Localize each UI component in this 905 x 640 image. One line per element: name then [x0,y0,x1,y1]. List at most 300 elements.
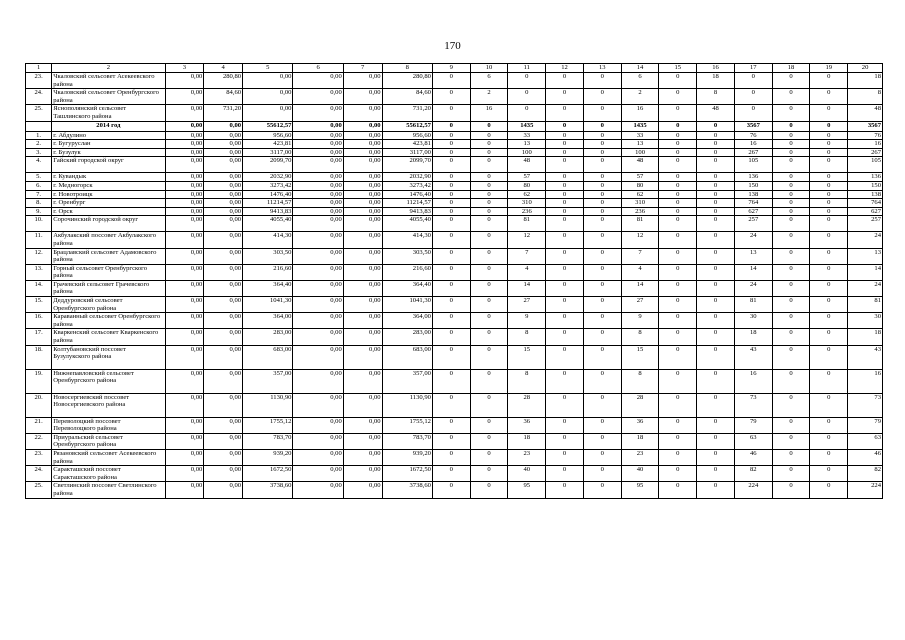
value-cell: 138 [848,190,883,199]
value-cell: 1755,12 [382,417,432,433]
value-cell: 0 [697,417,735,433]
value-cell: 0 [772,280,810,296]
row-number: 21. [26,417,52,433]
value-cell: 0 [470,313,508,329]
value-cell: 4 [508,264,546,280]
value-cell: 1476,40 [243,190,293,199]
value-cell: 0,00 [204,345,243,369]
value-cell: 0 [697,393,735,417]
value-cell: 0,00 [293,466,343,482]
value-cell: 0,00 [204,207,243,216]
value-cell: 0,00 [204,369,243,393]
value-cell: 0,00 [165,369,204,393]
data-table [25,63,883,499]
value-cell: 18 [508,433,546,449]
row-name: Караванный сельсовет Оренбургского района [52,313,165,329]
value-cell: 0 [697,297,735,313]
value-cell: 0 [432,417,470,433]
value-cell: 0 [659,157,697,173]
value-cell: 27 [621,297,659,313]
value-cell: 4055,40 [382,216,432,232]
value-cell: 2 [470,89,508,105]
value-cell: 24 [734,280,772,296]
value-cell: 0,00 [343,248,382,264]
value-cell: 0,00 [343,466,382,482]
value-cell: 0 [583,264,621,280]
value-cell: 14 [734,264,772,280]
value-cell: 0,00 [343,450,382,466]
value-cell: 0 [810,232,848,248]
value-cell: 0,00 [165,199,204,208]
value-cell: 956,60 [382,131,432,140]
value-cell: 0 [432,148,470,157]
value-cell: 0,00 [165,173,204,182]
value-cell: 1476,40 [382,190,432,199]
value-cell: 0 [583,393,621,417]
value-cell: 0 [772,157,810,173]
value-cell: 0,00 [165,216,204,232]
value-cell: 0 [772,466,810,482]
value-cell: 0 [659,345,697,369]
value-cell: 0 [432,173,470,182]
value-cell: 0,00 [165,329,204,345]
row-name: Деддуровский сельсовет Оренбургского района [52,297,165,313]
value-cell: 0,00 [204,121,243,131]
value-cell: 267 [848,148,883,157]
value-cell: 0 [659,297,697,313]
value-cell: 0,00 [165,89,204,105]
value-cell: 0 [810,73,848,89]
value-cell: 2032,90 [243,173,293,182]
value-cell: 0 [697,248,735,264]
row-name: Колтубановский поссовет Бузулукского района [52,345,165,369]
value-cell: 0 [772,345,810,369]
value-cell: 43 [848,345,883,369]
value-cell: 150 [734,181,772,190]
value-cell: 0 [772,482,810,498]
value-cell: 0 [659,140,697,149]
value-cell: 0,00 [343,148,382,157]
value-cell: 0 [772,121,810,131]
column-number: 20 [848,64,883,73]
value-cell: 0 [470,345,508,369]
value-cell: 0,00 [343,140,382,149]
value-cell: 0 [697,232,735,248]
value-cell: 0,00 [165,433,204,449]
value-cell: 0 [772,73,810,89]
value-cell: 0,00 [293,140,343,149]
value-cell: 0,00 [243,89,293,105]
value-cell: 0,00 [343,280,382,296]
value-cell: 3567 [848,121,883,131]
column-number: 12 [546,64,584,73]
value-cell: 0 [659,190,697,199]
value-cell: 14 [508,280,546,296]
value-cell: 0,00 [204,148,243,157]
row-number: 8. [26,199,52,208]
value-cell: 0 [772,140,810,149]
value-cell: 0 [583,297,621,313]
value-cell: 0 [810,369,848,393]
row-name: г. Орск [52,207,165,216]
value-cell: 0 [546,417,584,433]
value-cell: 0 [772,297,810,313]
table-row [26,329,883,345]
row-number: 16. [26,313,52,329]
column-number: 14 [621,64,659,73]
value-cell: 43 [734,345,772,369]
value-cell: 357,00 [243,369,293,393]
value-cell: 0,00 [343,181,382,190]
value-cell: 0,00 [343,345,382,369]
table-row [26,216,883,232]
value-cell: 0 [432,199,470,208]
value-cell: 0 [659,105,697,121]
value-cell: 0 [432,393,470,417]
column-number: 4 [204,64,243,73]
value-cell: 0 [772,190,810,199]
value-cell: 0 [470,181,508,190]
row-name: г. Бугуруслан [52,140,165,149]
value-cell: 0,00 [165,140,204,149]
row-name: Грачевский сельсовет Грачевского района [52,280,165,296]
value-cell: 0 [546,216,584,232]
row-number: 11. [26,232,52,248]
value-cell: 0 [659,232,697,248]
value-cell: 0,00 [343,173,382,182]
row-name: Приуральский сельсовет Оренбургского района [52,433,165,449]
value-cell: 0,00 [204,140,243,149]
value-cell: 100 [621,148,659,157]
value-cell: 0,00 [293,393,343,417]
value-cell: 13 [508,140,546,149]
value-cell: 0 [583,433,621,449]
value-cell: 0 [432,140,470,149]
value-cell: 0 [583,131,621,140]
value-cell: 0 [470,248,508,264]
value-cell: 364,00 [382,313,432,329]
value-cell: 0 [432,433,470,449]
value-cell: 18 [697,73,735,89]
value-cell: 30 [734,313,772,329]
value-cell: 0 [734,105,772,121]
value-cell: 0 [697,466,735,482]
value-cell: 0 [432,466,470,482]
value-cell: 0 [659,313,697,329]
value-cell: 0,00 [343,131,382,140]
value-cell: 0 [546,105,584,121]
value-cell: 1130,90 [243,393,293,417]
value-cell: 48 [621,157,659,173]
value-cell: 939,20 [382,450,432,466]
value-cell: 0,00 [165,450,204,466]
value-cell: 0,00 [165,248,204,264]
value-cell: 0 [470,216,508,232]
value-cell: 0 [546,121,584,131]
row-number: 15. [26,297,52,313]
value-cell: 939,20 [243,450,293,466]
value-cell: 0 [583,232,621,248]
value-cell: 0 [659,173,697,182]
value-cell: 0,00 [343,199,382,208]
column-number: 2 [52,64,165,73]
value-cell: 0 [583,248,621,264]
value-cell: 18 [621,433,659,449]
value-cell: 0 [583,121,621,131]
value-cell: 683,00 [382,345,432,369]
value-cell: 0 [583,148,621,157]
value-cell: 0,00 [293,207,343,216]
value-cell: 0 [583,173,621,182]
value-cell: 81 [848,297,883,313]
value-cell: 0,00 [293,89,343,105]
value-cell: 0 [772,148,810,157]
row-number: 4. [26,157,52,173]
value-cell: 16 [470,105,508,121]
value-cell: 0 [810,216,848,232]
table-row [26,190,883,199]
value-cell: 0 [810,450,848,466]
value-cell: 0 [583,345,621,369]
value-cell: 1435 [621,121,659,131]
value-cell: 257 [734,216,772,232]
value-cell: 0 [546,345,584,369]
value-cell: 0 [810,207,848,216]
value-cell: 0 [659,417,697,433]
value-cell: 46 [848,450,883,466]
value-cell: 1755,12 [243,417,293,433]
value-cell: 0 [546,131,584,140]
value-cell: 36 [508,417,546,433]
value-cell: 0 [697,190,735,199]
column-number: 17 [734,64,772,73]
value-cell: 24 [848,280,883,296]
value-cell: 0,00 [204,280,243,296]
value-cell: 0,00 [204,450,243,466]
value-cell: 0 [659,482,697,498]
value-cell: 0 [697,140,735,149]
value-cell: 0 [772,173,810,182]
value-cell: 0 [546,329,584,345]
value-cell: 8 [697,89,735,105]
value-cell: 0 [697,181,735,190]
value-cell: 216,60 [382,264,432,280]
row-number: 22. [26,433,52,449]
value-cell: 0,00 [204,181,243,190]
value-cell: 2 [621,89,659,105]
row-number: 20. [26,393,52,417]
value-cell: 0 [810,329,848,345]
column-number: 6 [293,64,343,73]
value-cell: 0,00 [165,148,204,157]
value-cell: 0 [470,232,508,248]
value-cell: 0 [697,313,735,329]
value-cell: 24 [734,232,772,248]
value-cell: 46 [734,450,772,466]
value-cell: 0,00 [204,216,243,232]
value-cell: 0 [810,297,848,313]
value-cell: 79 [848,417,883,433]
value-cell: 0 [432,232,470,248]
value-cell: 0,00 [293,232,343,248]
value-cell: 0,00 [343,121,382,131]
value-cell: 0,00 [165,131,204,140]
value-cell: 6 [470,73,508,89]
value-cell: 82 [734,466,772,482]
value-cell: 303,50 [243,248,293,264]
value-cell: 0 [470,140,508,149]
value-cell: 0 [470,207,508,216]
value-cell: 15 [621,345,659,369]
value-cell: 0,00 [165,264,204,280]
value-cell: 0,00 [204,433,243,449]
value-cell: 0,00 [165,181,204,190]
value-cell: 0,00 [293,417,343,433]
value-cell: 0 [810,89,848,105]
value-cell: 0 [546,264,584,280]
value-cell: 0 [546,297,584,313]
column-number: 9 [432,64,470,73]
row-name: Сорочинский городской округ [52,216,165,232]
value-cell: 0,00 [165,313,204,329]
table-row [26,313,883,329]
value-cell: 0,00 [293,248,343,264]
table-row [26,232,883,248]
value-cell: 0,00 [293,369,343,393]
value-cell: 0 [772,433,810,449]
value-cell: 0 [583,216,621,232]
value-cell: 0,00 [165,207,204,216]
table-row [26,345,883,369]
value-cell: 0 [470,450,508,466]
value-cell: 0,00 [165,190,204,199]
value-cell: 0 [659,89,697,105]
value-cell: 0,00 [293,297,343,313]
value-cell: 1672,50 [243,466,293,482]
column-number: 10 [470,64,508,73]
value-cell: 3273,42 [243,181,293,190]
value-cell: 0 [772,105,810,121]
value-cell: 0 [659,181,697,190]
row-name: Рязановский сельсовет Асекеевского района [52,450,165,466]
value-cell: 764 [734,199,772,208]
value-cell: 0 [583,105,621,121]
row-name: г. Кувандык [52,173,165,182]
value-cell: 100 [508,148,546,157]
value-cell: 0 [810,121,848,131]
value-cell: 0 [508,89,546,105]
table-row [26,248,883,264]
row-number: 25. [26,482,52,498]
value-cell: 0,00 [293,216,343,232]
value-cell: 0 [470,157,508,173]
value-cell: 0 [583,199,621,208]
value-cell: 0 [432,345,470,369]
table-row [26,140,883,149]
table-row [26,393,883,417]
row-number: 12. [26,248,52,264]
value-cell: 0 [583,417,621,433]
value-cell: 0 [659,131,697,140]
value-cell: 283,00 [382,329,432,345]
value-cell: 16 [848,369,883,393]
value-cell: 76 [734,131,772,140]
value-cell: 0 [470,190,508,199]
value-cell: 1435 [508,121,546,131]
column-number: 7 [343,64,382,73]
value-cell: 364,40 [382,280,432,296]
value-cell: 0,00 [165,417,204,433]
value-cell: 1041,30 [243,297,293,313]
value-cell: 0 [772,313,810,329]
value-cell: 0,00 [343,329,382,345]
value-cell: 13 [734,248,772,264]
value-cell: 0,00 [293,190,343,199]
value-cell: 0 [659,199,697,208]
value-cell: 0 [772,329,810,345]
value-cell: 224 [848,482,883,498]
value-cell: 0 [546,148,584,157]
value-cell: 414,30 [382,232,432,248]
value-cell: 24 [848,232,883,248]
table-row [26,297,883,313]
column-number: 16 [697,64,735,73]
value-cell: 55612,57 [243,121,293,131]
value-cell: 423,81 [243,140,293,149]
value-cell: 0 [810,433,848,449]
value-cell: 0,00 [165,232,204,248]
value-cell: 0 [810,157,848,173]
row-number: 9. [26,207,52,216]
value-cell: 138 [734,190,772,199]
value-cell: 0,00 [204,297,243,313]
value-cell: 0,00 [165,466,204,482]
value-cell: 0 [697,173,735,182]
value-cell: 16 [734,140,772,149]
value-cell: 62 [508,190,546,199]
row-number: 17. [26,329,52,345]
value-cell: 0 [583,89,621,105]
value-cell: 0 [546,140,584,149]
value-cell: 0,00 [165,280,204,296]
value-cell: 0,00 [165,73,204,89]
value-cell: 0 [734,89,772,105]
row-name: г. Новотроицк [52,190,165,199]
value-cell: 80 [508,181,546,190]
value-cell: 0,00 [204,157,243,173]
value-cell: 0,00 [343,105,382,121]
column-number: 5 [243,64,293,73]
column-number: 13 [583,64,621,73]
value-cell: 0 [470,466,508,482]
row-number: 6. [26,181,52,190]
value-cell: 33 [508,131,546,140]
value-cell: 0 [432,181,470,190]
value-cell: 0,00 [293,157,343,173]
value-cell: 0 [697,199,735,208]
value-cell: 0 [697,207,735,216]
value-cell: 0 [697,369,735,393]
column-number: 18 [772,64,810,73]
value-cell: 0 [432,450,470,466]
value-cell: 0 [432,190,470,199]
value-cell: 57 [621,173,659,182]
value-cell: 81 [734,297,772,313]
value-cell: 12 [508,232,546,248]
value-cell: 0 [432,297,470,313]
value-cell: 0,00 [204,199,243,208]
value-cell: 57 [508,173,546,182]
